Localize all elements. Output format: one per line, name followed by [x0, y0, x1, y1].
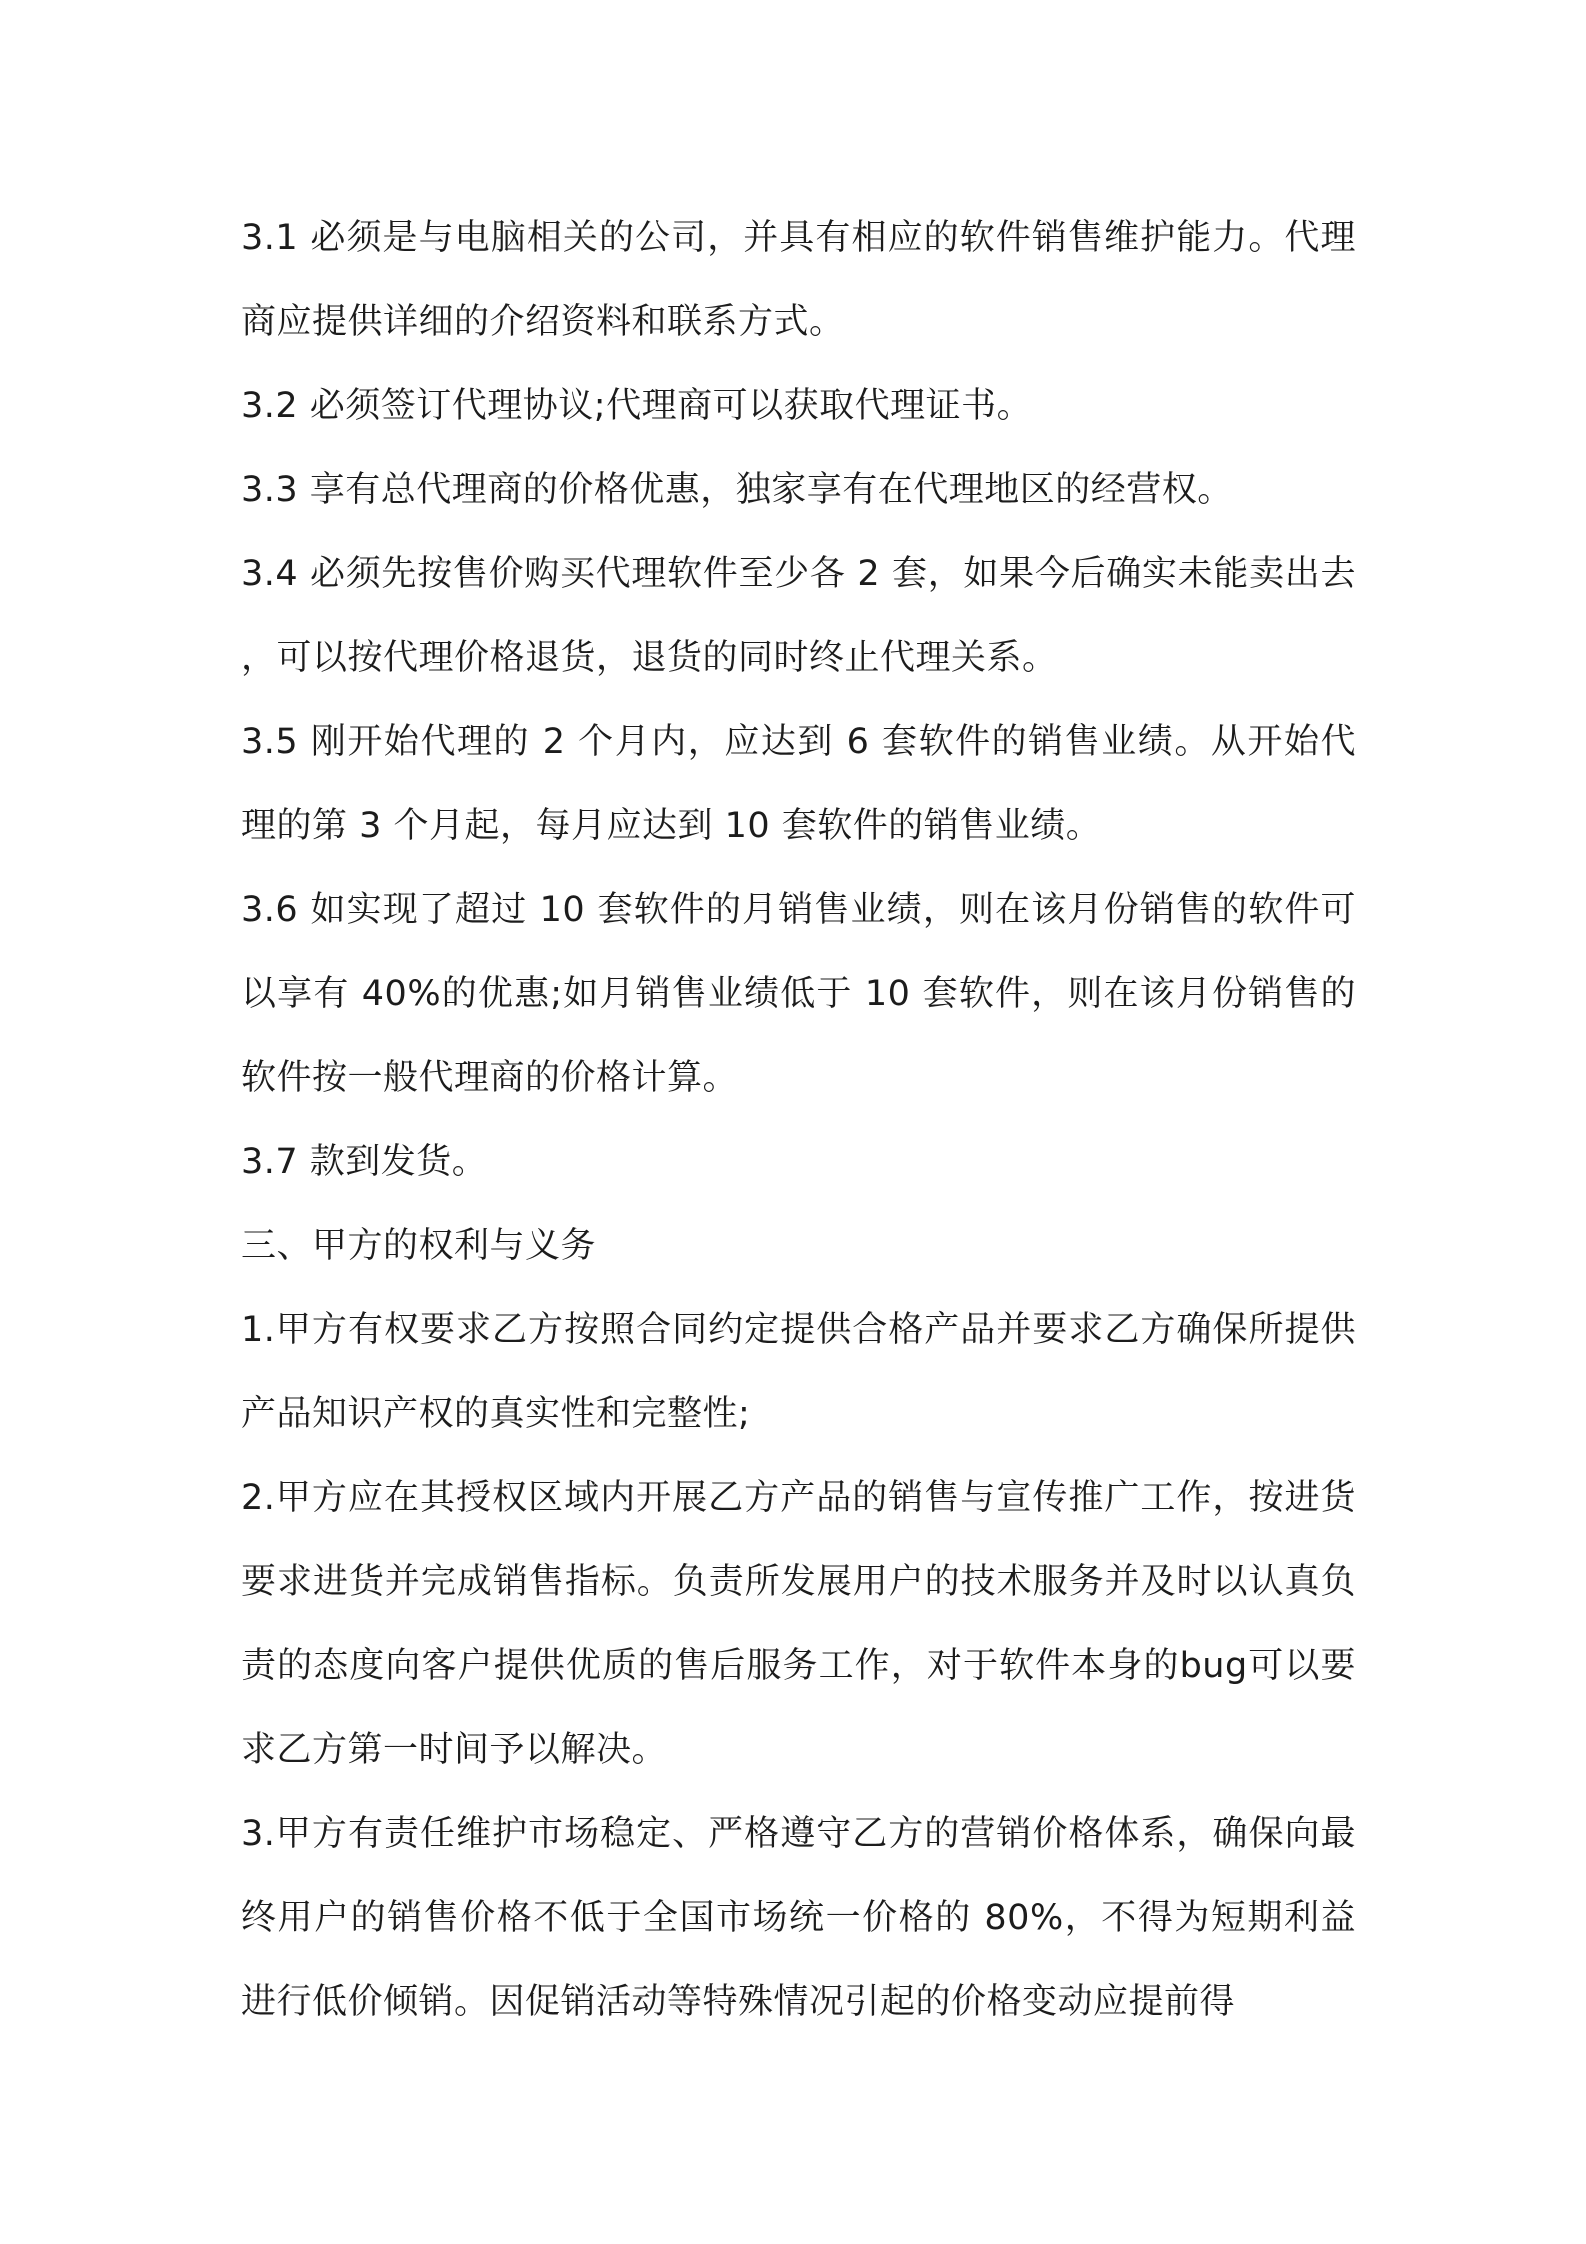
- clause-3-5: 3.5 刚开始代理的 2 个月内，应达到 6 套软件的销售业绩。从开始代理的第 3 个月起，每月应达到 10 套软件的销售业绩。: [241, 722, 1356, 846]
- clause-3-4: 3.4 必须先按售价购买代理软件至少各 2 套，如果今后确实未能卖出去，可以按代理价格退货，退货的同时终止代理关系。: [241, 554, 1356, 678]
- clause-3-3: 3.3 享有总代理商的价格优惠，独家享有在代理地区的经营权。: [241, 470, 1233, 510]
- clause-3-1: 3.1 必须是与电脑相关的公司，并具有相应的软件销售维护能力。代理商应提供详细的介绍资料和联系方式。: [241, 218, 1356, 342]
- clause-3-6: 3.6 如实现了超过 10 套软件的月销售业绩，则在该月份销售的软件可以享有 40%的优惠;如月销售业绩低于 10 套软件，则在该月份销售的软件按一般代理商的价格计算。: [241, 890, 1356, 1098]
- section-heading: 三、甲方的权利与义务: [241, 1226, 597, 1266]
- clause-3-2: 3.2 必须签订代理协议;代理商可以获取代理证书。: [241, 386, 1033, 426]
- party-a-item-2: 2.甲方应在其授权区域内开展乙方产品的销售与宣传推广工作，按进货要求进货并完成销售指标。负责所发展用户的技术服务并及时以认真负责的态度向客户提供优质的售后服务工作，对于软件本身的bug可以要求乙方第一时间予以解决。: [241, 1478, 1356, 1770]
- document-body: [241, 196, 1356, 2044]
- clause-3-7: 3.7 款到发货。: [241, 1142, 488, 1182]
- party-a-item-3: 3.甲方有责任维护市场稳定、严格遵守乙方的营销价格体系，确保向最终用户的销售价格不低于全国市场统一价格的 80%，不得为短期利益进行低价倾销。因促销活动等特殊情况引起的价格变动应提前得: [241, 1814, 1356, 2022]
- party-a-item-1: 1.甲方有权要求乙方按照合同约定提供合格产品并要求乙方确保所提供产品知识产权的真实性和完整性;: [241, 1310, 1356, 1434]
